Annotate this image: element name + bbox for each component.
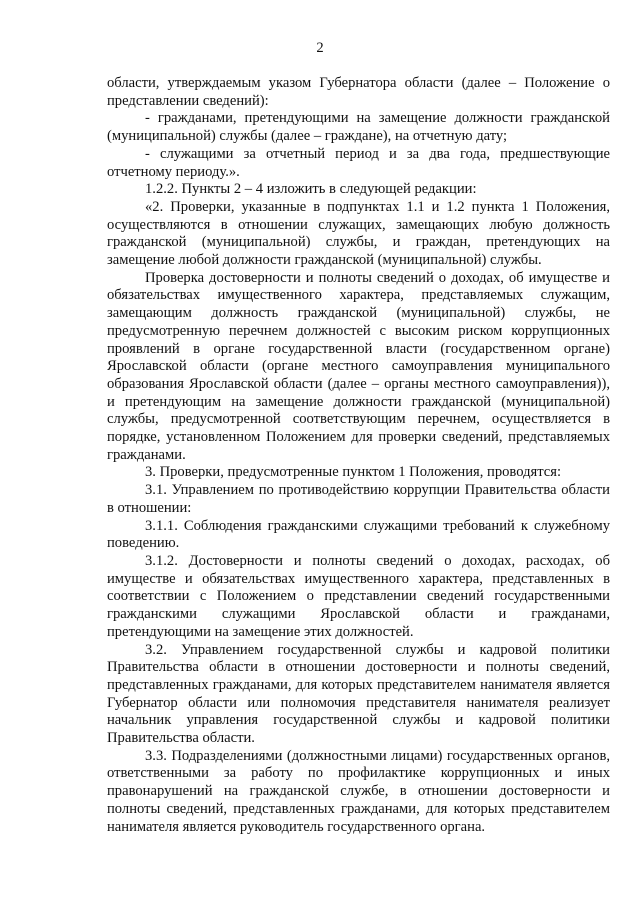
paragraph-point-3: 3. Проверки, предусмотренные пунктом 1 Положения, проводятся: [145, 464, 562, 481]
paragraph-point-2: «2. Проверки, указанные в подпунктах 1.1 и 1.2 пункта 1 Положения, осуществляются в отношении служащих, замещающих любую должность гражданской (муниципальной) службы, и граждан, претендующих на замещение любой должности гражданской (муниципальной) службы. [107, 198, 610, 269]
paragraph-intro-continuation: области, утверждаемым указом Губернатора области (далее – Положение о представлении сведений): [107, 75, 610, 109]
page-number: 2 [316, 40, 324, 56]
paragraph-3-3: 3.3. Подразделениями (должностными лицами) государственных органов, ответственными за работу по профилактике коррупционных и иных правонарушений на гражданской службе, в отношении достоверности и полноты сведений, представленных гражданами, для которых представителем нанимателя является руководитель государственного органа. [107, 747, 610, 835]
paragraph-citizens-item: - гражданами, претендующими на замещение должности гражданской (муниципальной) службы (далее – граждане), на отчетную дату; [107, 110, 610, 145]
paragraph-3-1: 3.1. Управлением по противодействию коррупции Правительства области в отношении: [107, 482, 610, 516]
paragraph-3-1-2: 3.1.2. Достоверности и полноты сведений о доходах, расходах, об имуществе и обязательствах имущественного характера, представленных в соответствии с Положением о представлении сведений государственными гражданскими служащими Ярославской области и гражданами, претендующими на замещение этих должностей. [107, 552, 610, 640]
paragraph-3-2: 3.2. Управлением государственной службы и кадровой политики Правительства области в отношении достоверности и полноты сведений, представленных гражданами, для которых представителем нанимателя является Губернатор области или полномочия представителя нанимателя реализует начальник управления государственной службы и кадровой политики Правительства области. [107, 641, 610, 747]
paragraph-servants-item: - служащими за отчетный период и за два года, предшествующие отчетному периоду.». [107, 145, 610, 180]
paragraph-verification: Проверка достоверности и полноты сведений о доходах, об имуществе и обязательствах имущественного характера, представляемых служащим, замещающим должность гражданской (муниципальной) службы, не предусмотренную перечнем должностей с высоким риском коррупционных проявлений в органе государственной власти (государственном органе) Ярославской области (органе местного самоуправления муниципального образования Ярославской области (далее – органы местного самоуправления)), и претендующим на замещение должности гражданской (муниципальной) службы, предусмотренной соответствующим перечнем, осуществляется в порядке, установленном Положением для проверки сведений, представляемых гражданами. [107, 269, 610, 463]
document-body [107, 75, 610, 836]
paragraph-3-1-1: 3.1.1. Соблюдения гражданскими служащими требований к служебному поведению. [107, 517, 610, 552]
paragraph-1-2-2: 1.2.2. Пункты 2 – 4 изложить в следующей редакции: [145, 181, 477, 198]
